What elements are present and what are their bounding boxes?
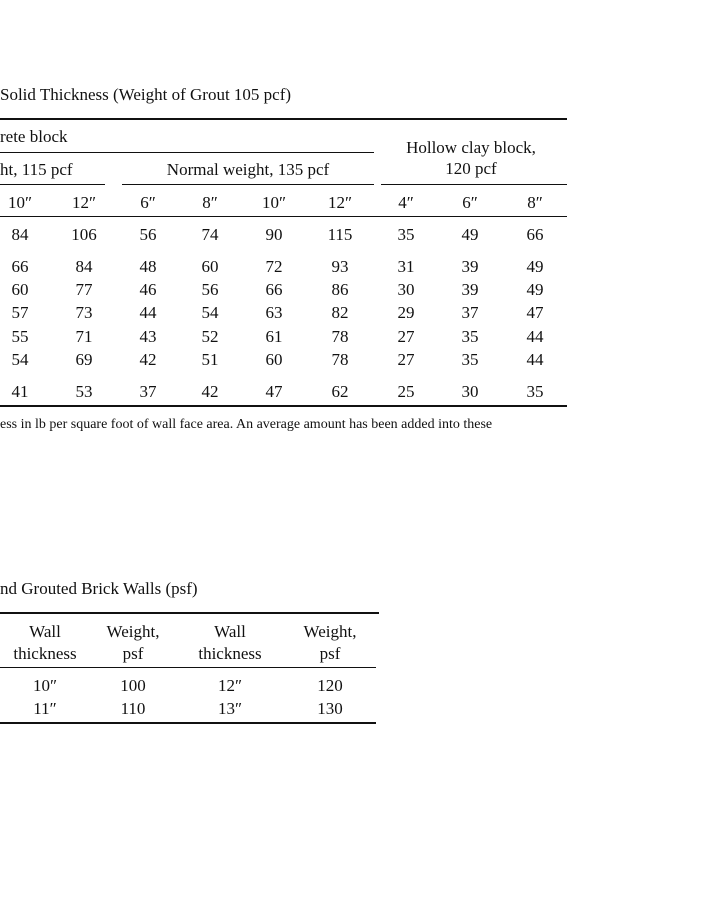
table1-cell: 78	[331, 327, 349, 346]
table1-cell: 39	[461, 280, 479, 299]
table1-cell: 51	[201, 350, 219, 369]
table1-cell: 47	[526, 303, 544, 322]
table1-cell: 35	[461, 327, 479, 346]
table1-col-header: 10″	[261, 193, 287, 212]
table2-title: nd Grouted Brick Walls (psf)	[0, 579, 198, 598]
table1-cell: 31	[397, 257, 415, 276]
table1-footnote: ess in lb per square foot of wall face area. An average amount has been added into these	[0, 417, 493, 432]
table1-cell: 37	[461, 303, 479, 322]
table1-cell: 35	[526, 382, 544, 401]
table1-cell: 115	[327, 225, 353, 244]
table1-cell: 46	[139, 280, 157, 299]
table1-cell: 84	[75, 257, 93, 276]
table2-bottom-rule	[0, 722, 376, 724]
table2-cell: 110	[120, 699, 146, 718]
table1-cell: 54	[201, 303, 219, 322]
table1-title: Solid Thickness (Weight of Grout 105 pcf)	[0, 85, 292, 104]
table1-cell: 90	[265, 225, 283, 244]
table1-group-concrete-label: rete block	[0, 127, 68, 146]
table2-cell: 120	[317, 676, 343, 695]
table1-cell: 69	[75, 350, 93, 369]
table2-cell: 100	[120, 676, 146, 695]
table1-group-rule	[0, 152, 374, 153]
table1-cell: 66	[265, 280, 283, 299]
table1-hollow-clay-line2: 120 pcf	[445, 159, 497, 178]
table1-cell: 49	[526, 257, 544, 276]
table2-header-line2: thickness	[198, 644, 262, 663]
table1-cell: 77	[75, 280, 93, 299]
table1-normal-weight-label: Normal weight, 135 pcf	[166, 160, 330, 179]
table1-cell: 37	[139, 382, 157, 401]
table1-cell: 44	[526, 327, 544, 346]
table1-cell: 56	[201, 280, 219, 299]
table1-cell: 61	[265, 327, 283, 346]
table1-cell: 42	[201, 382, 219, 401]
table1-cell: 27	[397, 350, 415, 369]
table1-hollow-rule	[381, 184, 567, 185]
table1-normal-rule	[122, 184, 374, 185]
table1-cell: 47	[265, 382, 283, 401]
table2-header-rule	[0, 667, 376, 668]
table1-cell: 74	[201, 225, 219, 244]
table1-cell: 48	[139, 257, 157, 276]
table1-cell: 49	[526, 280, 544, 299]
table1-col-header: 8″	[527, 193, 543, 212]
table1-col-header: 12″	[71, 193, 97, 212]
table1-cell: 66	[526, 225, 544, 244]
table1-cell: 41	[11, 382, 29, 401]
table1-cell: 27	[397, 327, 415, 346]
table1-cell: 44	[526, 350, 544, 369]
table1-col-header: 6″	[462, 193, 478, 212]
table1-cell: 60	[11, 280, 29, 299]
table1-col-header: 6″	[140, 193, 156, 212]
table1-cell: 63	[265, 303, 283, 322]
table1-col-header: 12″	[327, 193, 353, 212]
table2-header-line2: psf	[319, 644, 341, 663]
table1-cell: 57	[11, 303, 29, 322]
table1-cell: 42	[139, 350, 157, 369]
table2-cell: 13″	[217, 699, 243, 718]
table2-header-line1: Weight,	[106, 622, 160, 641]
table1-col-header: 8″	[202, 193, 218, 212]
table1-cell: 25	[397, 382, 415, 401]
table1-header-rule	[0, 216, 567, 217]
table2-top-rule	[0, 612, 379, 614]
table2-header-line1: Weight,	[303, 622, 357, 641]
table1-cell: 60	[201, 257, 219, 276]
table1-col-header: 10″	[7, 193, 33, 212]
table1-cell: 72	[265, 257, 283, 276]
table1-cell: 82	[331, 303, 349, 322]
table1-cell: 35	[397, 225, 415, 244]
table1-cell: 86	[331, 280, 349, 299]
table2-header-line1: Wall	[29, 622, 61, 641]
table1-cell: 54	[11, 350, 29, 369]
table1-top-rule	[0, 118, 567, 120]
table1-cell: 49	[461, 225, 479, 244]
table1-col-header: 4″	[398, 193, 414, 212]
table1-cell: 44	[139, 303, 157, 322]
table1-cell: 106	[71, 225, 97, 244]
table1-light-weight-label: ht, 115 pcf	[0, 160, 73, 179]
table2-header-line1: Wall	[214, 622, 246, 641]
table1-cell: 29	[397, 303, 415, 322]
table2-header-line2: psf	[122, 644, 144, 663]
table1-cell: 30	[397, 280, 415, 299]
table1-cell: 62	[331, 382, 349, 401]
table2-cell: 10″	[32, 676, 58, 695]
table2-cell: 11″	[33, 699, 57, 718]
table1-cell: 43	[139, 327, 157, 346]
table1-cell: 53	[75, 382, 93, 401]
table1-cell: 60	[265, 350, 283, 369]
table1-hollow-clay-line1: Hollow clay block,	[406, 138, 536, 157]
table1-cell: 52	[201, 327, 219, 346]
table1-cell: 66	[11, 257, 29, 276]
table1-cell: 78	[331, 350, 349, 369]
table1-bottom-rule	[0, 405, 567, 407]
table2-cell: 130	[317, 699, 343, 718]
table1-cell: 55	[11, 327, 29, 346]
table1-cell: 73	[75, 303, 93, 322]
table1-cell: 39	[461, 257, 479, 276]
table2-header-line2: thickness	[13, 644, 77, 663]
table1-cell: 30	[461, 382, 479, 401]
table1-cell: 93	[331, 257, 349, 276]
table1-cell: 84	[11, 225, 29, 244]
table1-cell: 71	[75, 327, 93, 346]
table1-light-rule	[0, 184, 105, 185]
table1-cell: 35	[461, 350, 479, 369]
table1-cell: 56	[139, 225, 157, 244]
table2-cell: 12″	[217, 676, 243, 695]
